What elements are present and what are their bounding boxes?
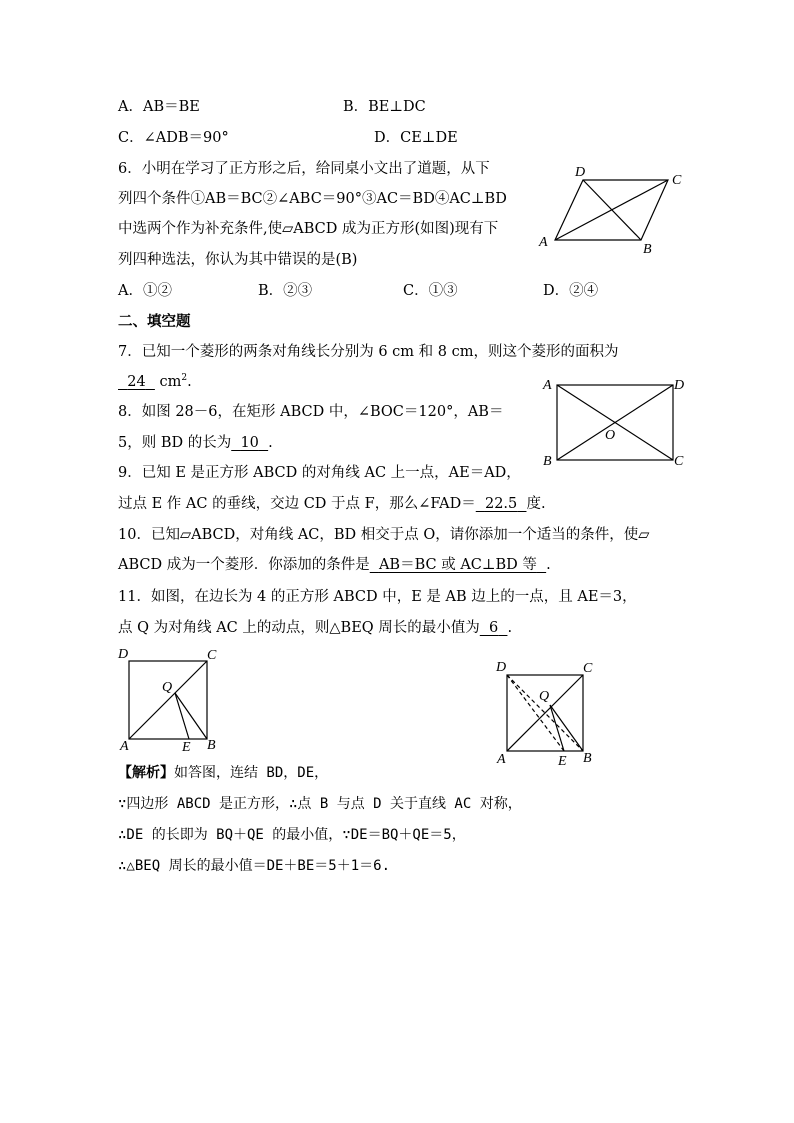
q11-square-figure: [115, 643, 230, 755]
q9-answer: 22.5: [484, 496, 518, 512]
q8-label-a: A: [543, 378, 552, 393]
q8-line2-post: .: [268, 435, 273, 451]
q6-option-c: C．①③: [403, 283, 458, 299]
q11-fig1-label-e: E: [182, 740, 191, 755]
q10-answer: AB＝BC 或 AC⊥BD 等: [378, 557, 537, 573]
q10-line2-pre: ABCD 成为一个菱形．你添加的条件是: [118, 557, 370, 573]
q8-label-d: D: [674, 378, 685, 393]
q6-text-line1: 6．小明在学习了正方形之后，给同桌小文出了道题，从下: [118, 161, 490, 177]
q6-option-d: D．②④: [543, 283, 599, 299]
solution-line1-rest: 如答图，连结 BD，DE，: [174, 765, 329, 781]
q6-text-line4: 列四种选法，你认为其中错误的是(B): [118, 252, 358, 268]
q11-answer-figure: [492, 655, 607, 770]
q10-text-line2: [118, 555, 551, 575]
q11-answer: 6: [489, 620, 499, 636]
q8-text-line2: [118, 433, 273, 453]
q6-option-b: B．②③: [258, 283, 313, 299]
q11-fig1-label-q: Q: [162, 680, 173, 695]
q11-text-line1: 11．如图，在边长为 4 的正方形 ABCD 中，E 是 AB 边上的一点，且 AE＝3，: [118, 589, 637, 605]
q7-unit: cm: [159, 374, 182, 390]
q11-answer-blank: [480, 620, 508, 636]
q11-line2-post: .: [507, 620, 513, 636]
q8-label-c: C: [674, 454, 684, 469]
q9-line2-post: 度.: [526, 496, 546, 512]
q9-text-line1: 9．已知 E 是正方形 ABCD 的对角线 AC 上一点，AE＝AD，: [118, 465, 521, 481]
q5-option-c: C．∠ADB＝90°: [118, 130, 229, 146]
q8-label-o: O: [605, 428, 616, 443]
q11-fig1-label-c: C: [207, 648, 217, 663]
q9-answer-blank: [476, 496, 527, 512]
q11-fig2-label-e: E: [558, 754, 567, 769]
q7-answer: 24: [127, 374, 146, 390]
q8-label-b: B: [543, 454, 552, 469]
q7-answer-blank: [118, 374, 155, 390]
section-title-fill-in: 二、填空题: [118, 313, 191, 330]
q6-parallelogram-figure: [535, 160, 695, 260]
q6-option-a: A．①②: [118, 283, 172, 299]
q10-line2-post: .: [546, 557, 551, 573]
q6-label-c: C: [672, 173, 682, 188]
q7-answer-line: [118, 372, 192, 392]
q6-label-b: B: [643, 242, 652, 257]
q10-text-line1: 10．已知▱ABCD，对角线 AC，BD 相交于点 O，请你添加一个适当的条件，使▱: [118, 527, 650, 543]
q7-end: .: [187, 374, 192, 390]
q11-fig1-label-d: D: [118, 647, 129, 662]
q9-line2-pre: 过点 E 作 AC 的垂线，交边 CD 于点 F，那么∠FAD＝: [118, 496, 476, 512]
q6-label-a: A: [539, 235, 548, 250]
q11-text-line2: [118, 618, 512, 638]
q5-option-d: D．CE⊥DE: [374, 130, 458, 146]
q8-rectangle-figure: [540, 372, 690, 472]
q8-answer: 10: [240, 435, 259, 451]
solution-tag: 【解析】: [118, 765, 174, 781]
q8-answer-blank: [231, 435, 268, 451]
q10-answer-blank: [370, 557, 546, 573]
q11-fig2-label-a: A: [497, 752, 506, 767]
q5-option-b: B．BE⊥DC: [343, 99, 426, 115]
q7-text-line1: 7．已知一个菱形的两条对角线长分别为 6 cm 和 8 cm，则这个菱形的面积为: [118, 344, 619, 360]
q6-label-d: D: [575, 165, 586, 180]
q9-text-line2: [118, 494, 546, 514]
solution-line4: ∴△BEQ 周长的最小值＝DE＋BE＝5＋1＝6.: [118, 858, 391, 874]
q11-fig2-label-b: B: [583, 751, 592, 766]
q11-fig1-label-a: A: [120, 739, 129, 754]
q11-line2-pre: 点 Q 为对角线 AC 上的动点，则△BEQ 周长的最小值为: [118, 620, 480, 636]
q8-text-line1: 8．如图 28－6，在矩形 ABCD 中，∠BOC＝120°，AB＝: [118, 404, 504, 420]
q8-line2-pre: 5，则 BD 的长为: [118, 435, 232, 451]
q6-text-line2: 列四个条件①AB＝BC②∠ABC＝90°③AC＝BD④AC⊥BD: [118, 191, 507, 207]
q6-text-line3: 中选两个作为补充条件,使▱ABCD 成为正方形(如图)现有下: [118, 221, 499, 237]
solution-line2: ∵四边形 ABCD 是正方形，∴点 B 与点 D 关于直线 AC 对称，: [118, 796, 522, 812]
q7-unit-sup: 2: [181, 373, 188, 383]
q11-fig2-label-q: Q: [539, 689, 550, 704]
q11-fig1-label-b: B: [207, 738, 216, 753]
q11-fig2-label-d: D: [496, 660, 507, 675]
solution-line3: ∴DE 的长即为 BQ＋QE 的最小值，∵DE＝BQ＋QE＝5，: [118, 827, 466, 843]
q11-fig2-label-c: C: [583, 661, 593, 676]
solution-line1: [118, 763, 328, 783]
q5-option-a: A．AB＝BE: [118, 99, 200, 115]
